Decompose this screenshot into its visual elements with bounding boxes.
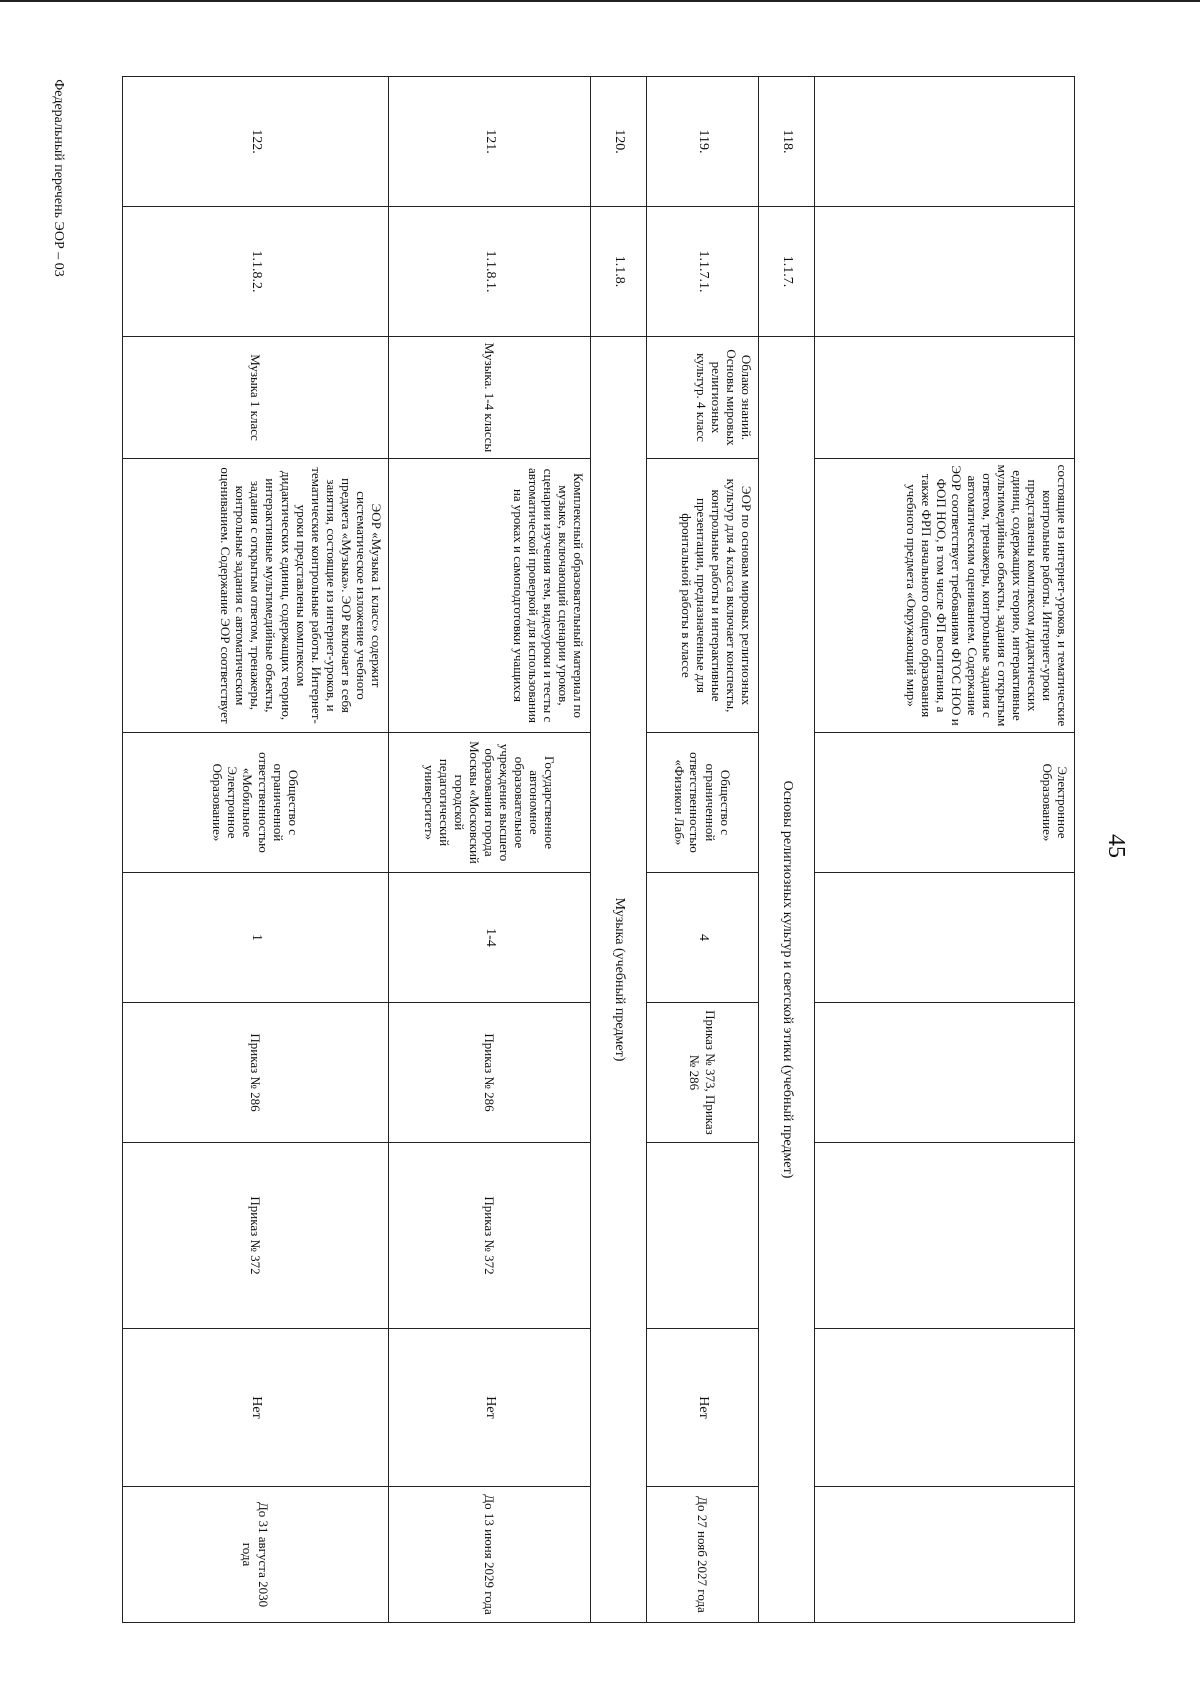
cell-code: 1.1.8.2.	[123, 207, 389, 337]
cell-fgos: Приказ № 372	[389, 1143, 591, 1329]
cell-name: Музыка 1 класс	[123, 337, 389, 459]
cell-fgos	[647, 1143, 759, 1329]
cell-restrict: Нет	[389, 1329, 591, 1487]
cell-description: ЭОР «Музыка 1 класс» содержит систематическое изложение учебного предмета «Музыка». ЭОР включает в себя занятия, состоящие из интернет-уроков, и тематические контрольные работы. Интернет-уроки представлены комплексом дидактических единиц, содержащих теорию, интерактивные мультимедийные объекты, задания с открытым ответом, тренажеры, контрольные задания с автоматическим оцениванием. Содержание ЭОР соответствует	[123, 459, 389, 733]
cell-empty	[815, 873, 1075, 1003]
cell-name: Облако знаний. Основы мировых религиозных культур. 4 класс	[647, 337, 759, 459]
cell-number: 121.	[389, 77, 591, 207]
cell-fop: Приказ № 373, Приказ № 286	[647, 1003, 759, 1143]
cell-restrict: Нет	[123, 1329, 389, 1487]
cell-code: 1.1.7.1.	[647, 207, 759, 337]
cell-empty	[815, 77, 1075, 207]
cell-description: ЭОР по основам мировых религиозных культур для 4 класса включает конспекты, контрольные работы и интерактивные презентации, предназначенные для фронтальной работы в классе	[647, 459, 759, 733]
table-row-section-118	[759, 77, 815, 1623]
eor-table	[122, 76, 1075, 1623]
cell-description: Комплексный образовательный материал по музыке, включающий сценарии уроков, сценарии изучения тем, видеоуроки и тесты с автоматической проверкой для использования на уроках и самоподготовки учащихся	[389, 459, 591, 733]
cell-fop: Приказ № 286	[389, 1003, 591, 1143]
cell-term: До 31 августа 2030 года	[123, 1487, 389, 1623]
cell-term: До 27 нояб 2027 года	[647, 1487, 759, 1623]
cell-developer: Общество с ограниченной ответственностью «Физикон Лаб»	[647, 733, 759, 873]
cell-restrict: Нет	[647, 1329, 759, 1487]
table-row-119	[647, 77, 759, 1623]
cell-grade: 4	[647, 873, 759, 1003]
table-row-continuation	[815, 77, 1075, 1623]
table-row-122	[123, 77, 389, 1623]
cell-number: 120.	[591, 77, 647, 207]
cell-fop: Приказ № 286	[123, 1003, 389, 1143]
cell-empty	[815, 1143, 1075, 1329]
cell-description: состоящие из интернет-уроков, и тематические контрольные работы. Интернет-уроки представлены комплексом дидактических единиц, содержащих теорию, интерактивные мультимедийные объекты, задания с открытым ответом, тренажеры, контрольные задания с автоматическим оцениванием. Содержание ЭОР соответствует требованиям ФГОС НОО и ФОП НОО, в том числе ФП воспитания, а также ФРП начального общего образования учебного предмета «Окружающий мир»	[815, 459, 1075, 733]
cell-empty	[815, 1003, 1075, 1143]
cell-number: 118.	[759, 77, 815, 207]
cell-empty	[815, 1329, 1075, 1487]
cell-code: 1.1.8.	[591, 207, 647, 337]
cell-code: 1.1.7.	[759, 207, 815, 337]
cell-empty	[815, 1487, 1075, 1623]
cell-grade: 1	[123, 873, 389, 1003]
page-number: 45	[1103, 834, 1130, 858]
cell-empty	[815, 337, 1075, 459]
cell-code: 1.1.8.1.	[389, 207, 591, 337]
cell-developer: Государственное автономное образовательное учреждение высшего образования города Москвы «Московский городской педагогический университет»	[389, 733, 591, 873]
cell-term: До 13 июня 2029 года	[389, 1487, 591, 1623]
top-border-line	[0, 0, 1200, 2]
cell-section-title: Музыка (учебный предмет)	[591, 337, 647, 1623]
cell-empty	[815, 207, 1075, 337]
cell-fgos: Приказ № 372	[123, 1143, 389, 1329]
cell-section-title: Основы религиозных культур и светской этики (учебный предмет)	[759, 337, 815, 1623]
footer-text: Федеральный перечень ЭОР – 03	[51, 79, 66, 277]
rotated-table-container	[123, 76, 1075, 1622]
cell-developer: Общество с ограниченной ответственностью «Мобильное Электронное Образование»	[123, 733, 389, 873]
table-row-section-120	[591, 77, 647, 1623]
cell-developer: Электронное Образование»	[815, 733, 1075, 873]
table-row-121	[389, 77, 591, 1623]
cell-number: 119.	[647, 77, 759, 207]
cell-name: Музыка. 1-4 классы	[389, 337, 591, 459]
cell-grade: 1-4	[389, 873, 591, 1003]
cell-number: 122.	[123, 77, 389, 207]
